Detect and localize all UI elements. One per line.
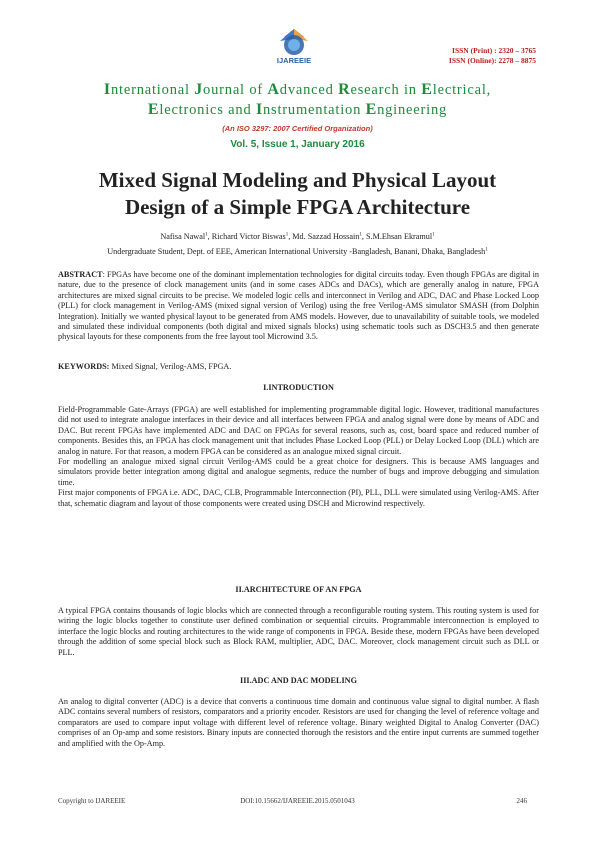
section-adc-dac: [58, 697, 539, 749]
issn-online: ISSN (Online): 2278 – 8875: [448, 56, 536, 65]
section-heading-architecture: II.ARCHITECTURE OF AN FPGA: [235, 585, 362, 594]
journal-logo: [268, 27, 320, 69]
journal-line-1: International Journal of Advanced Research in Electrical,: [103, 81, 492, 98]
keywords-label: KEYWORDS:: [58, 362, 110, 371]
issn-print: ISSN (Print) : 2320 – 3765: [452, 46, 536, 55]
logo-text: IJAREEIE: [276, 56, 312, 65]
paragraph: A typical FPGA contains thousands of logic blocks which are connected through a reconfigurable routing system. This routing system is used for wiring the logic blocks together to constitute user defined combination or sequential circuits. Programmable interconnection is employed to interface the logic blocks and routing architectures to the wide range of components in FPGA. Beside these, modern FPGAs have been developed through the addition of some special block such as Block RAM, multiplier, ADC, DAC. Moreover, clock management circuit such as DLL or PLL.: [58, 606, 539, 657]
page-number: 246: [516, 797, 527, 805]
section-heading-adc-dac: III.ADC AND DAC MODELING: [240, 676, 357, 685]
paragraph: Field-Programmable Gate-Arrays (FPGA) are well established for implementing programmable digital logic. However, traditional manufactures did not used to integrate analogue interfaces in their device and all interfaces between FPGA and analog signal were done by means of ADC and DAC. But recent FPGAs have implemented ADC and DAC on FPGAs for several reasons, such as, cost, board space and reduced number of components. Besides this, an FPGA has clock management unit that includes Phase Locked Loop (PLL) or Delay Locked Loop (DLL) which are analog in nature. For that reason, a modern FPGA can be considered as an analogue mixed signal circuit.: [58, 405, 539, 456]
issn-block: [449, 46, 536, 66]
abstract-text: : FPGAs have become one of the dominant implementation technologies for digital circuits today. Even though FPGAs are digital in nature, due to the presence of clock management units (and in some cases ADCs and DACs), which are generally analog in nature, FPGA architectures are mixed signal circuits to be precise. We modeled logic cells and interconnect in Verilog and ADC, DAC and Phase Locked Loop (PLL) for clock management in Verilog-AMS (mixed signal version of Verilog) using the free Verilog-AMS simulator SMASH (from Dolphin Integration). Initially we wanted physical layout to be generated from AMS models. However, due to unavailability of suitable tools, we modeled and simulated these individual components (both digital and mixed signals blocks) using schematic tools such as DSCH3.5 and then generate physical layouts for these components from the free layout tool Microwind 3.5.: [58, 270, 539, 342]
keywords: [58, 362, 539, 372]
journal-name: [50, 80, 545, 120]
abstract: [58, 270, 539, 343]
abstract-label: ABSTRACT: [58, 270, 103, 279]
paragraph: For modelling an analogue mixed signal circuit Verilog-AMS could be a great choice for designers. This is because AMS languages and simulators provide better integration among digital and analogue segments, reduce the number of bugs and improve debugging and simulation time.: [58, 457, 539, 487]
paper-title: Mixed Signal Modeling and Physical Layout Design of a Simple FPGA Architecture: [98, 168, 497, 219]
footer-copyright: Copyright to IJAREEIE: [58, 797, 126, 805]
volume-issue: Vol. 5, Issue 1, January 2016: [230, 139, 365, 150]
journal-line-2: Electronics and Instrumentation Engineering: [147, 101, 448, 118]
iso-certification: (An ISO 3297: 2007 Certified Organization): [222, 124, 373, 133]
section-introduction: [58, 405, 539, 509]
affiliation: Undergraduate Student, Dept. of EEE, American International University -Bangladesh, Banani, Dhaka, Bangladesh$^1$: [107, 247, 488, 256]
footer-doi: DOI:10.15662/IJAREEIE.2015.0501043: [240, 797, 355, 805]
section-architecture: [58, 606, 539, 658]
paragraph: An analog to digital converter (ADC) is a device that converts a continuous time domain and continuous value signal to digital number. A flash ADC contains several numbers of resistors, comparators and a priority encoder. Resistors are used for changing the level of reference voltage and comparators are used to compare input voltage with different level of reference voltage. Binary weighted Digital to Analog Converter (DAC) comprises of an Op-amp and some resistors. Binary inputs are connected thorough the resistors and the entire input currents are summed together and amplified with the Op-Amp.: [58, 697, 539, 748]
author-list: Nafisa Nawal$^1$, Richard Victor Biswas$^1$, Md. Sazzad Hossain$^1$, S.M.Ehsan Ekramul$^1$: [160, 232, 435, 241]
keywords-text: Mixed Signal, Verilog-AMS, FPGA.: [109, 362, 232, 371]
paragraph: First major components of FPGA i.e. ADC, DAC, CLB, Programmable Interconnection (PI), PLL, DLL were simulated using Verilog-AMS. After that, schematic diagram and layout of those components were created using DSCH and Microwind respectively.: [58, 488, 539, 508]
section-heading-introduction: I.INTRODUCTION: [263, 383, 334, 392]
